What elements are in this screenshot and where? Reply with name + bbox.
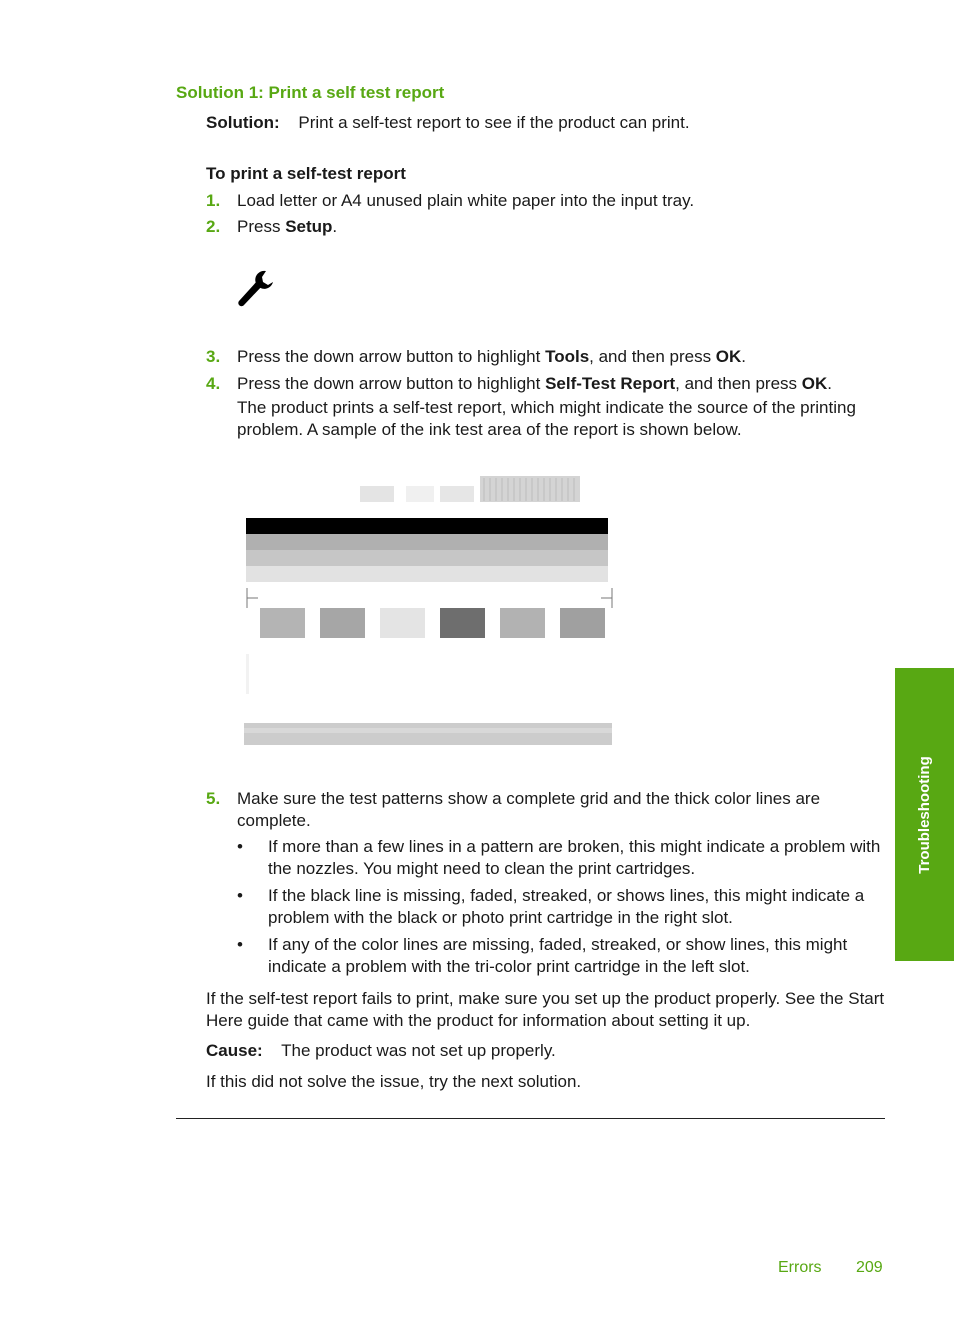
- solution-line: [206, 112, 690, 134]
- chapter-side-tab: [895, 668, 954, 961]
- step-number: 3.: [206, 347, 221, 366]
- bullet-text: If any of the color lines are missing, faded, streaked, or show lines, this might indicate a problem with the tri-color print cartridge in the left slot.: [268, 935, 848, 976]
- step-number: 1.: [206, 191, 221, 210]
- step-5: [206, 788, 886, 832]
- setup-term: Setup: [285, 217, 333, 236]
- side-tab-label: Troubleshooting: [915, 755, 933, 874]
- step-2: [206, 216, 886, 238]
- step-text: Press Setup.: [237, 217, 338, 236]
- section-heading: Solution 1: Print a self test report: [176, 83, 445, 102]
- cause-text: The product was not set up properly.: [281, 1041, 556, 1060]
- step-text: Press the down arrow button to highlight Self-Test Report, and then press OK.: [237, 374, 832, 393]
- solution-text: Print a self-test report to see if the product can print.: [298, 113, 690, 132]
- bullet-text: If the black line is missing, faded, streaked, or shows lines, this might indicate a problem with the black or photo print cartridge in the right slot.: [268, 886, 865, 927]
- ink-test-sample-image: [242, 470, 616, 752]
- list-item: [237, 885, 887, 929]
- list-item: [237, 934, 887, 978]
- tools-term: Tools: [545, 347, 590, 366]
- step-text: Press the down arrow button to highlight Tools, and then press OK.: [237, 347, 747, 366]
- step-4: [206, 373, 886, 441]
- step-3: [206, 346, 886, 368]
- bullet-symbol: •: [237, 837, 243, 856]
- next-solution-text: If this did not solve the issue, try the next solution.: [206, 1072, 582, 1091]
- list-item: [237, 836, 887, 880]
- step-number: 4.: [206, 374, 221, 393]
- step-number: 5.: [206, 789, 221, 808]
- solution-label: Solution:: [206, 113, 280, 132]
- ok-term: OK: [801, 374, 828, 393]
- section-divider: [176, 1118, 885, 1119]
- fail-paragraph: If the self-test report fails to print, make sure you set up the product properly. See the Start Here guide that came with the product for information about setting it up.: [206, 989, 885, 1030]
- bullet-symbol: •: [237, 935, 243, 954]
- step-text: Load letter or A4 unused plain white paper into the input tray.: [237, 191, 695, 210]
- step-4-detail: The product prints a self-test report, which might indicate the source of the printing problem. A sample of the ink test area of the report is shown below.: [237, 398, 856, 439]
- self-test-report-term: Self-Test Report: [545, 374, 676, 393]
- bullet-symbol: •: [237, 886, 243, 905]
- cause-line: [206, 1040, 886, 1062]
- ok-term: OK: [715, 347, 742, 366]
- bullet-list: [237, 836, 887, 983]
- wrench-icon: [234, 268, 276, 310]
- step-number: 2.: [206, 217, 221, 236]
- cause-label: Cause:: [206, 1041, 263, 1060]
- step-text: Make sure the test patterns show a complete grid and the thick color lines are complete.: [237, 789, 821, 830]
- bullet-text: If more than a few lines in a pattern are broken, this might indicate a problem with the nozzles. You might need to clean the print cartridges.: [268, 837, 881, 878]
- footer-section-name: Errors: [778, 1259, 822, 1276]
- step-1: [206, 190, 886, 212]
- page-number: 209: [856, 1259, 883, 1276]
- procedure-title: To print a self-test report: [206, 164, 406, 183]
